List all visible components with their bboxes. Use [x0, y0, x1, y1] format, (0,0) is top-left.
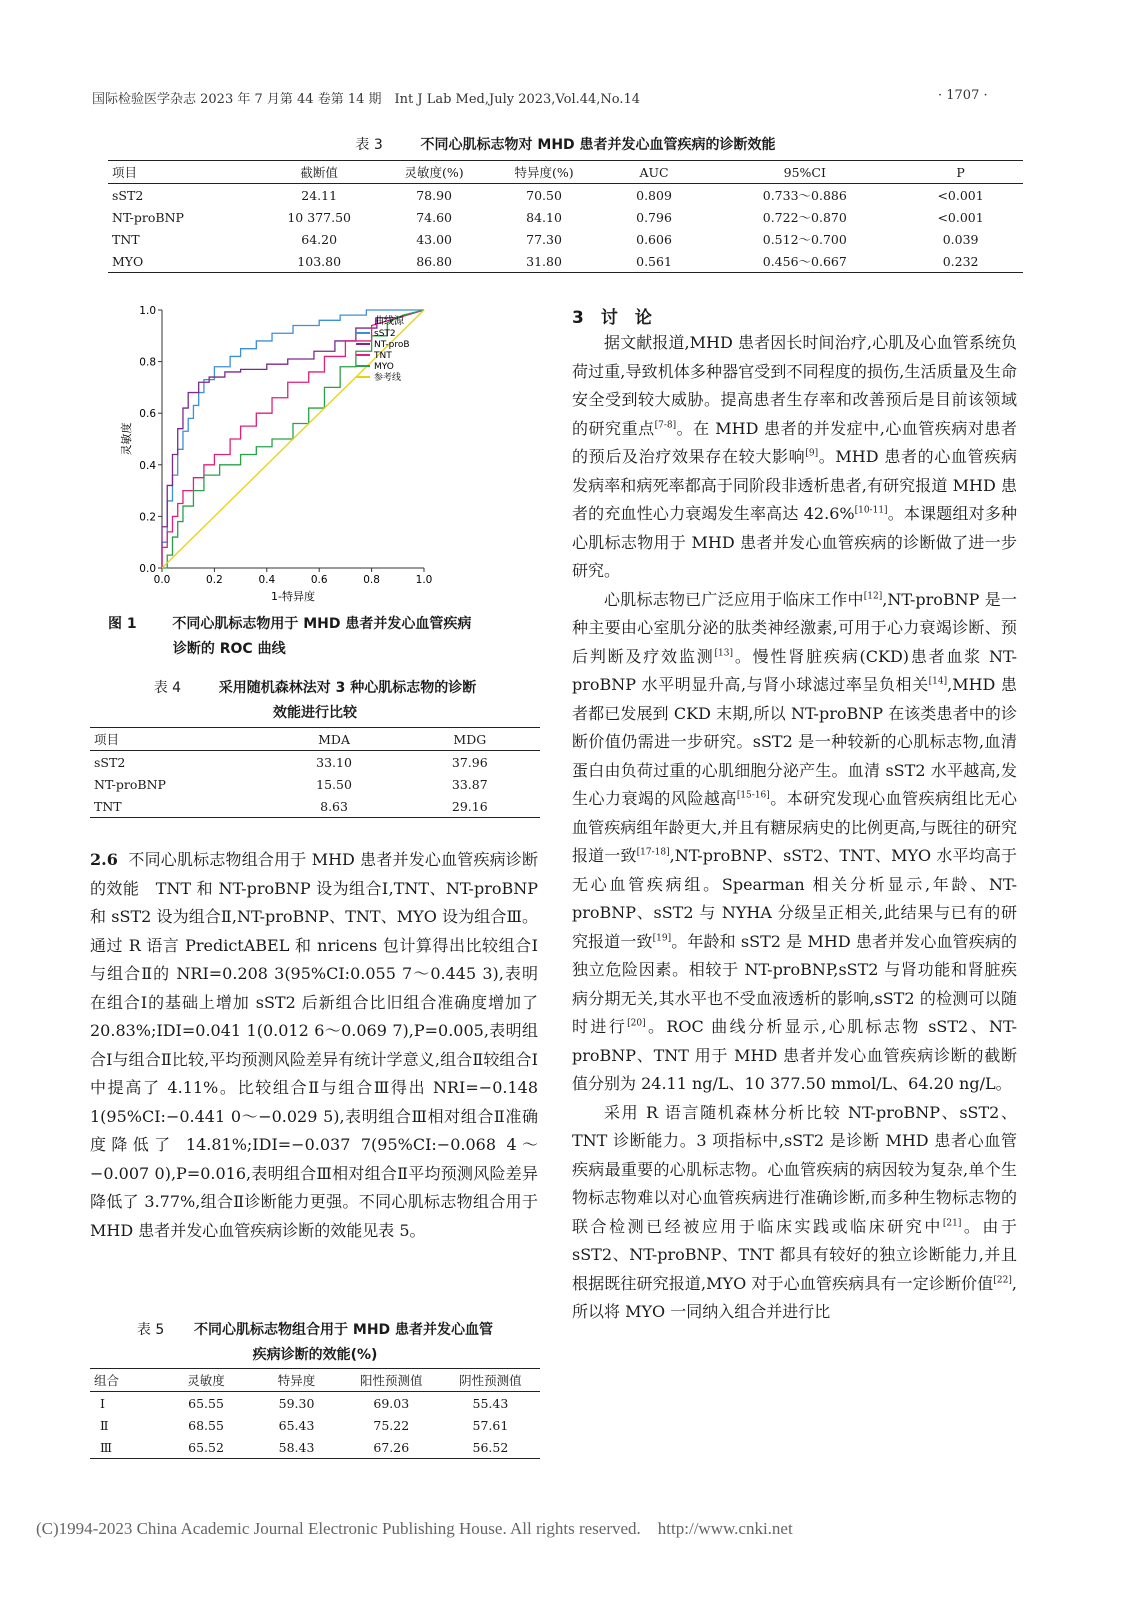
table-row	[90, 1436, 540, 1459]
table-cell: 0.809	[636, 187, 672, 203]
citation: [9]	[805, 448, 819, 459]
legend-title: 曲线源	[374, 316, 404, 327]
text-run: 。本研究发现心血管疾病组比无心血管疾病组年龄更大,并且有糖尿病史的比例更高,与既往的研究报道一致	[572, 789, 1017, 865]
table-cell: 24.11	[301, 187, 338, 203]
citation: [7-8]	[654, 420, 677, 431]
table5-title-line2: 疾病诊断的效能(%)	[252, 1347, 378, 1363]
table3-col-header: 截断值	[300, 165, 338, 180]
table3-caption	[108, 134, 1023, 154]
table-row	[108, 228, 1023, 250]
citation: [12]	[863, 591, 883, 602]
table5-col-header: 阴性预测值	[459, 1373, 522, 1388]
table-cell: 0.606	[636, 231, 672, 247]
table-row	[90, 751, 540, 774]
table-cell: 86.80	[416, 253, 452, 269]
table3-label: 表 3	[355, 137, 383, 153]
table-cell: NT-proBNP	[112, 209, 184, 225]
legend-label: MYO	[374, 362, 394, 372]
table5-col-header: 特异度	[277, 1373, 316, 1388]
table3-col-header: 项目	[112, 165, 138, 180]
table5-label: 表 5	[136, 1322, 165, 1338]
table-cell: 77.30	[526, 231, 562, 247]
text-run: 。年龄和 sST2 是 MHD 患者并发心血管疾病的独立危险因素。相较于 NT-proBNP,sST2 与肾功能和肾脏疾病分期无关,其水平也不受血液透析的影响,sST2 的检测可以随时进行	[572, 931, 1017, 1036]
table-cell: 65.43	[278, 1417, 315, 1433]
table-cell: 68.55	[188, 1417, 224, 1433]
table-cell: 33.10	[316, 754, 352, 770]
table5-col-header: 组合	[94, 1373, 120, 1388]
table3	[108, 160, 1023, 273]
y-tick-label: 0.8	[139, 356, 156, 369]
table3-col-header: 灵敏度(%)	[404, 165, 464, 180]
table3-header-row	[108, 161, 1023, 184]
citation: [20]	[627, 1018, 646, 1029]
citation: [17-18]	[636, 847, 670, 858]
section-2-6-text: 不同心肌标志物组合用于 MHD 患者并发心血管疾病诊断的效能 TNT 和 NT-proBNP 设为组合Ⅰ,TNT、NT-proBNP 和 sST2 设为组合Ⅱ,NT-proBNP、TNT、MYO 设为组合Ⅲ。通过 R 语言 PredictABEL 和 nricens 包计算得出比较组合Ⅰ与组合Ⅱ的 NRI=0.208 3(95%CI:0.055 7～0.445 3),表明在组合Ⅰ的基础上增加 sST2 后新组合比旧组合准确度增加了 20.83%;IDI=0.041 1(0.012 6～0.069 7),P=0.005,表明组合Ⅰ与组合Ⅱ比较,平均预测风险差异有统计学意义,组合Ⅱ较组合Ⅰ中提高了 4.11%。比较组合Ⅱ与组合Ⅲ得出 NRI=−0.148 1(95%CI:−0.441 0～−0.029 5),表明组合Ⅲ相对组合Ⅱ准确度降低了 14.81%;IDI=−0.037 7(95%CI:−0.068 4～−0.007 0),P=0.016,表明组合Ⅲ相对组合Ⅱ平均预测风险差异降低了 3.77%,组合Ⅱ诊断能力更强。不同心肌标志物组合用于 MHD 患者并发心血管疾病诊断的效能见表 5。	[90, 850, 538, 1240]
citation: [14]	[928, 676, 948, 687]
table3-col-header: 特异度(%)	[514, 165, 574, 180]
citation: [10-11]	[854, 505, 888, 516]
table3-col-header: 95%CI	[783, 164, 826, 180]
section-3-body	[572, 329, 1017, 1327]
table-cell: 0.232	[942, 253, 979, 269]
y-tick-label: 0.2	[139, 511, 156, 524]
table-cell: 65.52	[188, 1439, 224, 1455]
table-cell: 0.561	[636, 253, 672, 269]
table-cell: 74.60	[416, 209, 452, 225]
table5-title-line1: 不同心肌标志物组合用于 MHD 患者并发心血管	[194, 1322, 494, 1338]
table-cell: 0.796	[636, 209, 672, 225]
citation: [15-16]	[736, 790, 770, 801]
discussion-paragraph-2	[572, 586, 1017, 1099]
y-tick-label: 1.0	[139, 305, 156, 317]
x-tick-label: 0.4	[258, 574, 276, 586]
copyright-footer: (C)1994-2023 China Academic Journal Electronic Publishing House. All rights reserved. http://www.cnki.net	[36, 1519, 793, 1538]
table-cell: 55.43	[472, 1395, 509, 1411]
table-cell: TNT	[94, 798, 122, 814]
table-cell: TNT	[112, 231, 140, 247]
text-run: 心肌标志物已广泛应用于临床工作中	[604, 589, 864, 609]
table-cell: 57.61	[472, 1417, 509, 1433]
table5-header-row	[90, 1369, 540, 1392]
table-row	[108, 184, 1023, 207]
text-run: 。在 MHD 患者的并发症中,心血管疾病对患者的预后及治疗效果存在较大影响	[572, 418, 1017, 466]
table-cell: 59.30	[278, 1395, 315, 1411]
table-cell: <0.001	[937, 209, 984, 225]
citation: [22]	[993, 1275, 1012, 1286]
table4-col-header: MDG	[453, 731, 487, 747]
text-run: 。本课题组对多种心肌标志物用于 MHD 患者并发心血管疾病的诊断做了进一步研究。	[572, 504, 1017, 580]
table-cell: Ⅱ	[100, 1417, 109, 1433]
text-run: 采用 R 语言随机森林分析比较 NT-proBNP、sST2、TNT 诊断能力。3 项指标中,sST2 是诊断 MHD 患者心血管疾病最重要的心肌标志物。心血管疾病的病因较为复杂,单个生物标志物难以对心血管疾病进行准确诊断,而多种生物标志物的联合检测已经被应用于临床实践或临床研究中	[572, 1102, 1017, 1236]
figure1-title-line2: 诊断的 ROC 曲线	[172, 641, 286, 657]
x-axis-label: 1-特异度	[271, 590, 315, 603]
y-tick-label: 0.4	[139, 459, 156, 472]
table-row	[90, 1414, 540, 1436]
text-run: ,所以将 MYO 一同纳入组合并进行比	[572, 1273, 1017, 1321]
table4-caption	[90, 676, 540, 726]
chart-legend	[356, 314, 410, 383]
table-cell: 67.26	[373, 1439, 410, 1455]
table-cell: 64.20	[301, 231, 338, 247]
legend-label: NT-proB	[374, 340, 410, 350]
table-row	[90, 1392, 540, 1415]
table-cell: 37.96	[451, 754, 488, 770]
citation: [19]	[652, 933, 672, 944]
table-cell: <0.001	[937, 187, 984, 203]
table3-col-header: P	[956, 164, 965, 180]
table-cell: 70.50	[526, 187, 562, 203]
table4-header-row	[90, 728, 540, 751]
table-cell: 65.55	[188, 1395, 224, 1411]
table4-col-header: 项目	[94, 732, 120, 747]
discussion-paragraph-1	[572, 329, 1017, 586]
table5-caption	[90, 1318, 540, 1368]
table-cell: 58.43	[278, 1439, 315, 1455]
table5	[90, 1368, 540, 1459]
table-cell: 0.039	[942, 231, 979, 247]
text-run: ,MHD 患者都已发展到 CKD 末期,所以 NT-proBNP 在该类患者中的诊断价值仍需进一步研究。sST2 是一种较新的心肌标志物,血清蛋白由负荷过重的心肌细胞分泌产生。血清 sST2 水平越高,发生心力衰竭的风险越高	[572, 675, 1017, 808]
discussion-paragraph-3	[572, 1099, 1017, 1327]
table4-title-line1: 采用随机森林法对 3 种心肌标志物的诊断	[218, 680, 477, 696]
table-cell: 43.00	[416, 231, 452, 247]
text-run: 。由于 sST2、NT-proBNP、TNT 都具有较好的独立诊断能力,并且根据既往研究报道,MYO 对于心血管疾病具有一定诊断价值	[572, 1216, 1017, 1293]
table-cell: 0.512～0.700	[762, 232, 847, 247]
x-tick-label: 0.6	[310, 574, 328, 586]
table3-title: 不同心肌标志物对 MHD 患者并发心血管疾病的诊断效能	[420, 137, 776, 153]
table-cell: 84.10	[526, 209, 562, 225]
table-cell: 69.03	[373, 1395, 410, 1411]
table-cell: 78.90	[416, 187, 452, 203]
text-run: ,NT-proBNP 是一种主要由心室肌分泌的肽类神经激素,可用于心力衰竭诊断、预后判断及疗效监测	[572, 589, 1017, 666]
table-row	[108, 250, 1023, 273]
table4-label: 表 4	[153, 680, 182, 696]
table-cell: sST2	[112, 187, 144, 203]
table-cell: 56.52	[472, 1439, 509, 1455]
legend-label: TNT	[374, 351, 392, 361]
table-cell: 0.722～0.870	[762, 210, 847, 225]
table-cell: 31.80	[526, 253, 562, 269]
x-tick-label: 0.8	[363, 574, 380, 586]
text-run: 。ROC 曲线分析显示,心肌标志物 sST2、NT-proBNP、TNT 用于 MHD 患者并发心血管疾病诊断的截断值分别为 24.11 ng/L、10 377.50 mmol/L、64.20 ng/L。	[572, 1017, 1017, 1093]
table-cell: MYO	[112, 253, 144, 269]
table-cell: Ⅲ	[100, 1439, 113, 1455]
figure1-title-line1: 不同心肌标志物用于 MHD 患者并发心血管疾病	[172, 616, 472, 632]
section-2-6	[90, 846, 538, 1245]
citation: [21]	[942, 1218, 962, 1229]
section-3-heading: 3 讨 论	[572, 308, 652, 328]
table-cell: 0.456～0.667	[762, 254, 847, 269]
table-cell: Ⅰ	[100, 1395, 105, 1411]
running-header-left: 国际检验医学杂志 2023 年 7 月第 44 卷第 14 期 Int J Lab Med,July 2023,Vol.44,No.14	[92, 92, 641, 107]
text-run: ,NT-proBNP、sST2、TNT、MYO 水平均高于无心血管疾病组。Spearman 相关分析显示,年龄、NT-proBNP、sST2 与 NYHA 分级呈正相关,此结果与已有的研究报道一致	[572, 846, 1017, 951]
text-run: 。慢性肾脏疾病(CKD)患者血浆 NT-proBNP 水平明显升高,与肾小球滤过率呈负相关	[572, 646, 1017, 694]
table3-col-header: AUC	[639, 164, 669, 180]
section-2-6-heading: 2.6	[90, 850, 118, 869]
citation: [13]	[714, 648, 733, 659]
table4-col-header: MDA	[318, 731, 350, 747]
legend-label: 参考线	[374, 373, 402, 383]
table-cell: 75.22	[373, 1417, 410, 1433]
roc-chart	[110, 296, 490, 606]
table-cell: 0.733～0.886	[762, 188, 847, 203]
y-tick-label: 0.6	[139, 408, 156, 421]
figure1-label: 图 1	[108, 616, 137, 632]
x-tick-label: 0.0	[153, 574, 171, 586]
table-row	[90, 795, 540, 818]
page-number: · 1707 ·	[938, 88, 988, 103]
table-cell: sST2	[94, 754, 126, 770]
table-cell: 15.50	[316, 776, 352, 792]
table4-title-line2: 效能进行比较	[273, 705, 357, 721]
table-row	[90, 773, 540, 795]
text-run: 。MHD 患者的心血管疾病发病率和病死率都高于同阶段非透析患者,有研究报道 MHD 患者的充血性心力衰竭发生率高达 42.6%	[572, 447, 1017, 523]
table-cell: 10 377.50	[287, 209, 351, 225]
table-cell: 103.80	[297, 253, 342, 269]
table-cell: 29.16	[451, 798, 488, 814]
y-tick-label: 0.0	[139, 563, 156, 575]
table-cell: NT-proBNP	[94, 776, 166, 792]
x-tick-label: 1.0	[415, 574, 433, 586]
text-run: 据文献报道,MHD 患者因长时间治疗,心肌及心血管系统负荷过重,导致机体多种器官受到不同程度的损伤,生活质量及生命安全受到较大威胁。提高患者生存率和改善预后是目前该领域的研究重点	[572, 333, 1017, 438]
table5-col-header: 阳性预测值	[360, 1373, 423, 1388]
figure1-caption	[108, 612, 471, 662]
table5-col-header: 灵敏度	[187, 1373, 225, 1388]
table-cell: 33.87	[451, 776, 488, 792]
legend-label: sST2	[374, 329, 396, 339]
y-axis-label: 灵敏度	[120, 422, 133, 456]
table4	[90, 727, 540, 818]
table-cell: 8.63	[320, 798, 348, 814]
x-tick-label: 0.2	[206, 574, 223, 586]
table-row	[108, 206, 1023, 228]
